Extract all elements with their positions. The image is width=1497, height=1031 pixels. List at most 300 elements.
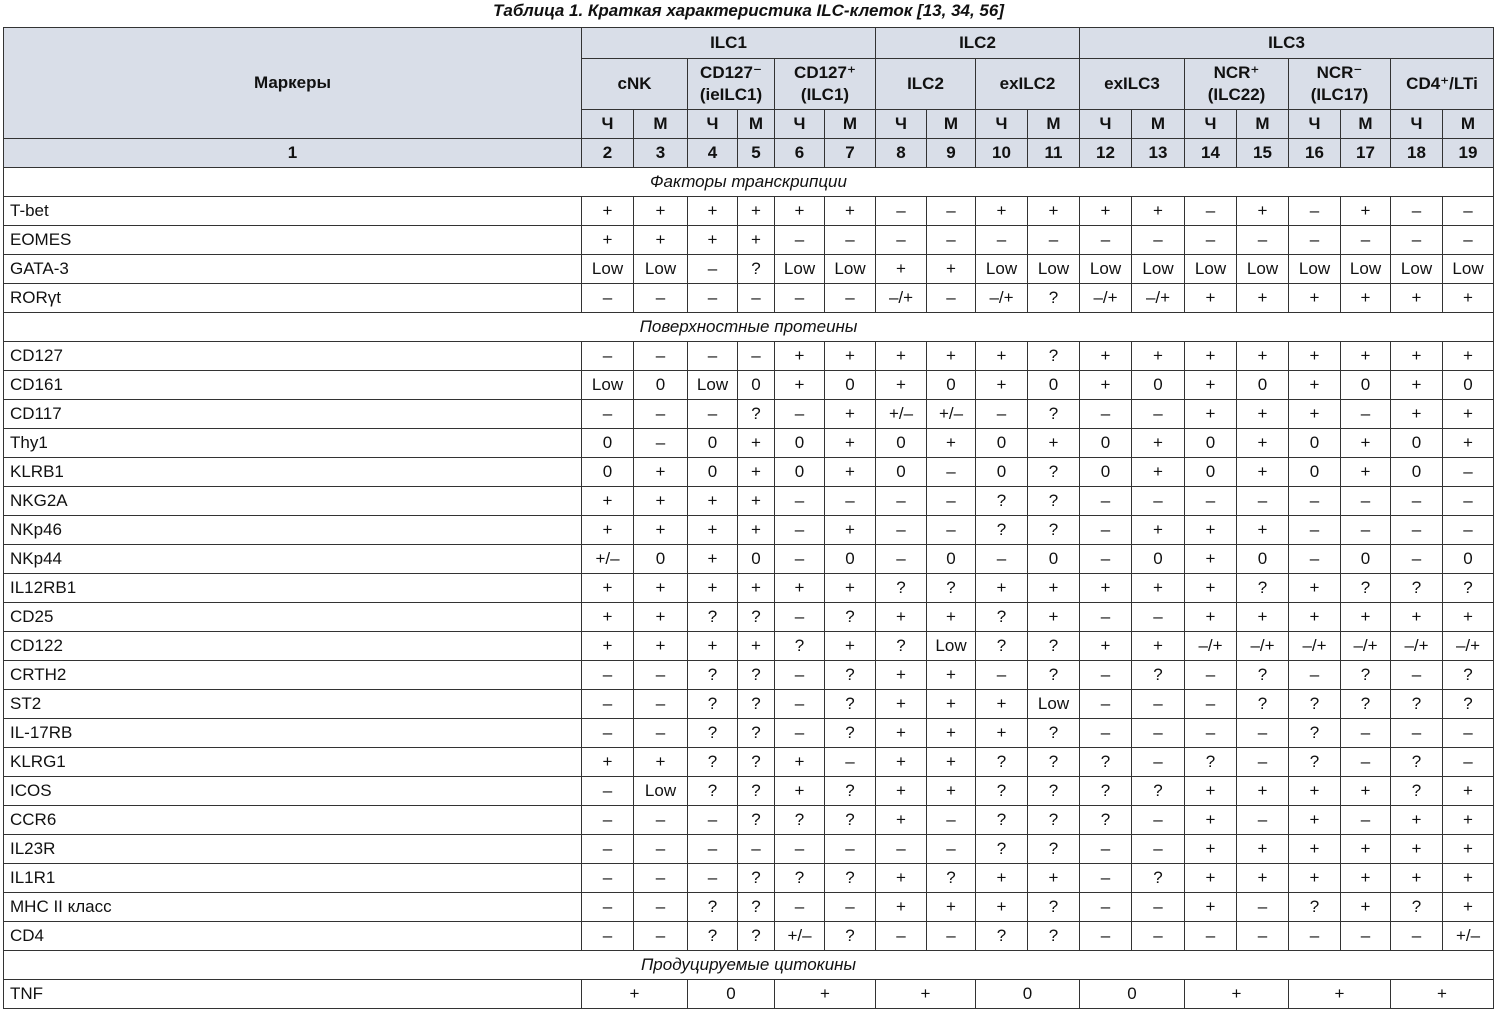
column-number: 11: [1028, 139, 1080, 168]
subgroup-header: [1080, 59, 1185, 110]
species-header: Ч: [775, 110, 825, 139]
marker-name: CRTH2: [4, 661, 582, 690]
table-cell: –: [582, 806, 634, 835]
table-cell: ?: [927, 864, 976, 893]
table-cell: –: [1080, 603, 1132, 632]
table-cell: +: [1443, 400, 1494, 429]
table-cell: –: [1132, 603, 1185, 632]
table-cell: –: [775, 893, 825, 922]
column-number: 19: [1443, 139, 1494, 168]
table-cell: –: [1237, 748, 1289, 777]
table-cell: +: [976, 574, 1028, 603]
table-cell: –: [634, 922, 688, 951]
table-cell: –: [1391, 719, 1443, 748]
table-cell: +: [876, 690, 927, 719]
table-cell: –: [634, 893, 688, 922]
table-row: [4, 893, 1494, 922]
table-cell: ?: [1289, 893, 1341, 922]
table-cell: –: [1289, 661, 1341, 690]
table-row: [4, 777, 1494, 806]
table-cell: +: [876, 864, 927, 893]
table-cell: +: [1132, 516, 1185, 545]
table-cell: –: [1132, 690, 1185, 719]
subgroup-header: [1289, 59, 1391, 110]
table-cell: +: [634, 226, 688, 255]
table-cell: +: [1185, 400, 1237, 429]
table-cell: ?: [738, 922, 775, 951]
table-row: [4, 922, 1494, 951]
table-cell: +: [775, 777, 825, 806]
table-cell: –: [1132, 226, 1185, 255]
table-cell: –: [1185, 690, 1237, 719]
table-cell: –: [1391, 545, 1443, 574]
section-row: [4, 168, 1494, 197]
marker-name: CD122: [4, 632, 582, 661]
table-cell: 0: [1289, 458, 1341, 487]
table-cell: –: [1341, 806, 1391, 835]
subgroup-sublabel: (ieILC1): [699, 85, 763, 104]
table-cell: ?: [1080, 748, 1132, 777]
table-cell: –: [825, 487, 876, 516]
table-cell: ?: [976, 806, 1028, 835]
marker-name: CD4: [4, 922, 582, 951]
table-cell: ?: [927, 574, 976, 603]
subgroup-label: NCR⁺: [1213, 63, 1260, 82]
table-cell: +: [976, 197, 1028, 226]
table-cell: ?: [738, 748, 775, 777]
table-cell: ?: [1028, 458, 1080, 487]
table-cell: +: [775, 342, 825, 371]
table-cell: +/–: [582, 545, 634, 574]
table-cell: –: [775, 487, 825, 516]
table-cell: –: [1080, 922, 1132, 951]
column-number: 3: [634, 139, 688, 168]
table-cell: Low: [1237, 255, 1289, 284]
table-cell: +: [976, 690, 1028, 719]
table-cell: +: [1028, 603, 1080, 632]
table-cell: –: [1132, 487, 1185, 516]
subgroup-header: [1391, 59, 1494, 110]
table-cell: –: [1237, 806, 1289, 835]
table-cell: +: [1391, 400, 1443, 429]
table-cell: ?: [1443, 690, 1494, 719]
table-cell: –: [1341, 748, 1391, 777]
table-cell: +: [582, 516, 634, 545]
table-cell: –: [927, 487, 976, 516]
table-cell: –: [688, 864, 738, 893]
table-row: [4, 980, 1494, 1009]
table-cell: ?: [1443, 661, 1494, 690]
table-cell: Low: [927, 632, 976, 661]
marker-name: NKp46: [4, 516, 582, 545]
table-cell: +: [927, 719, 976, 748]
table-cell: +: [582, 603, 634, 632]
species-header: Ч: [1080, 110, 1132, 139]
table-row: [4, 342, 1494, 371]
table-cell: –: [582, 835, 634, 864]
table-cell: ?: [876, 574, 927, 603]
table-cell: +: [1185, 371, 1237, 400]
table-cell: +: [582, 487, 634, 516]
species-header: М: [1237, 110, 1289, 139]
table-cell: ?: [1028, 835, 1080, 864]
table-row: [4, 458, 1494, 487]
table-cell: +: [1341, 197, 1391, 226]
subgroup-label: CD4⁺/LTi: [1406, 74, 1478, 93]
table-cell: 0: [1341, 371, 1391, 400]
species-header: Ч: [688, 110, 738, 139]
table-cell: +: [825, 400, 876, 429]
table-cell: ?: [738, 806, 775, 835]
table-cell: +: [582, 980, 688, 1009]
table-cell: ?: [825, 922, 876, 951]
table-cell: +: [1237, 777, 1289, 806]
table-cell: 0: [688, 458, 738, 487]
table-cell: +: [1289, 400, 1341, 429]
table-cell: 0: [1237, 545, 1289, 574]
table-cell: +: [1237, 400, 1289, 429]
table-cell: +: [1132, 429, 1185, 458]
table-cell: –: [775, 719, 825, 748]
table-cell: –: [688, 284, 738, 313]
table-cell: Low: [1341, 255, 1391, 284]
column-number: 14: [1185, 139, 1237, 168]
table-cell: ?: [1028, 719, 1080, 748]
table-cell: +: [927, 893, 976, 922]
table-cell: +: [1237, 284, 1289, 313]
table-cell: +: [688, 197, 738, 226]
table-cell: –/+: [1237, 632, 1289, 661]
marker-name: ST2: [4, 690, 582, 719]
table-cell: +: [634, 487, 688, 516]
table-cell: +: [1080, 371, 1132, 400]
table-cell: –: [1080, 516, 1132, 545]
table-cell: –: [1185, 661, 1237, 690]
table-cell: –: [1443, 458, 1494, 487]
table-cell: –: [927, 922, 976, 951]
column-number: 18: [1391, 139, 1443, 168]
table-cell: +: [1289, 777, 1341, 806]
table-cell: +: [1341, 458, 1391, 487]
table-cell: –: [927, 197, 976, 226]
table-cell: –: [582, 661, 634, 690]
table-cell: ?: [688, 777, 738, 806]
table-cell: ?: [825, 661, 876, 690]
table-cell: +: [1443, 835, 1494, 864]
table-cell: ?: [688, 719, 738, 748]
table-cell: +: [688, 226, 738, 255]
table-cell: –: [775, 545, 825, 574]
table-cell: +: [738, 574, 775, 603]
table-cell: –: [582, 777, 634, 806]
table-row: [4, 429, 1494, 458]
table-cell: +: [738, 516, 775, 545]
table-cell: Low: [976, 255, 1028, 284]
table-cell: +: [927, 255, 976, 284]
marker-name: KLRG1: [4, 748, 582, 777]
column-number: 5: [738, 139, 775, 168]
table-cell: +: [738, 632, 775, 661]
table-cell: 0: [876, 429, 927, 458]
table-cell: +: [582, 226, 634, 255]
table-cell: +/–: [775, 922, 825, 951]
table-cell: +: [825, 632, 876, 661]
subgroup-sublabel: (ILC22): [1207, 85, 1266, 104]
table-cell: –: [927, 516, 976, 545]
table-cell: 0: [1443, 545, 1494, 574]
section-row: [4, 951, 1494, 980]
table-cell: ?: [688, 661, 738, 690]
table-cell: Low: [825, 255, 876, 284]
species-header: Ч: [1289, 110, 1341, 139]
table-cell: –: [775, 690, 825, 719]
table-cell: +: [1185, 342, 1237, 371]
table-cell: +: [1185, 893, 1237, 922]
marker-name: CD161: [4, 371, 582, 400]
subgroup-label: NCR⁻: [1316, 63, 1363, 82]
table-cell: –: [876, 516, 927, 545]
table-cell: –: [1341, 226, 1391, 255]
column-number: 4: [688, 139, 738, 168]
table-cell: –: [1237, 893, 1289, 922]
table-cell: +: [1237, 864, 1289, 893]
species-header: М: [1028, 110, 1080, 139]
subgroup-sublabel: (ILC1): [800, 85, 850, 104]
table-cell: –/+: [1080, 284, 1132, 313]
table-cell: +: [1289, 284, 1341, 313]
table-row: [4, 835, 1494, 864]
table-cell: –: [1080, 690, 1132, 719]
table-cell: –: [634, 806, 688, 835]
table-cell: +: [688, 632, 738, 661]
table-cell: +: [1341, 429, 1391, 458]
table-cell: +: [1028, 574, 1080, 603]
table-cell: ?: [1028, 806, 1080, 835]
table-cell: +: [1237, 603, 1289, 632]
table-cell: –: [1391, 197, 1443, 226]
table-cell: –: [634, 342, 688, 371]
table-cell: –: [1080, 864, 1132, 893]
table-cell: –: [634, 429, 688, 458]
table-cell: ?: [1289, 719, 1341, 748]
table-cell: –: [1080, 835, 1132, 864]
table-row: [4, 255, 1494, 284]
table-cell: ?: [976, 777, 1028, 806]
column-number: 8: [876, 139, 927, 168]
table-cell: +: [1443, 777, 1494, 806]
table-cell: +: [738, 458, 775, 487]
table-cell: ?: [976, 922, 1028, 951]
table-cell: +: [825, 458, 876, 487]
table-cell: +: [1391, 864, 1443, 893]
table-cell: –: [775, 603, 825, 632]
ilc-characteristics-table: [3, 27, 1494, 1009]
table-cell: +: [1443, 893, 1494, 922]
table-cell: +: [1341, 893, 1391, 922]
table-cell: +: [1237, 197, 1289, 226]
table-cell: +: [825, 197, 876, 226]
table-cell: +: [927, 429, 976, 458]
table-cell: +: [1237, 458, 1289, 487]
table-cell: ?: [825, 719, 876, 748]
table-cell: –: [688, 806, 738, 835]
marker-name: NKG2A: [4, 487, 582, 516]
table-cell: +: [634, 632, 688, 661]
table-cell: ?: [976, 603, 1028, 632]
column-number: 6: [775, 139, 825, 168]
table-cell: +: [1185, 835, 1237, 864]
table-cell: –: [1443, 226, 1494, 255]
species-header: Ч: [976, 110, 1028, 139]
table-cell: ?: [738, 777, 775, 806]
group-header-ilc1: ILC1: [582, 28, 876, 59]
table-cell: +: [1443, 603, 1494, 632]
table-cell: 0: [738, 371, 775, 400]
table-cell: +: [1080, 342, 1132, 371]
species-header: Ч: [1185, 110, 1237, 139]
table-cell: +: [876, 748, 927, 777]
table-cell: +: [1185, 864, 1237, 893]
table-cell: –: [1289, 487, 1341, 516]
table-cell: +: [876, 661, 927, 690]
table-cell: ?: [1028, 516, 1080, 545]
column-number: 15: [1237, 139, 1289, 168]
marker-name: IL1R1: [4, 864, 582, 893]
table-cell: Low: [1080, 255, 1132, 284]
markers-header: Маркеры: [4, 28, 582, 139]
table-cell: +: [634, 197, 688, 226]
table-cell: +: [1185, 545, 1237, 574]
table-cell: +: [876, 255, 927, 284]
column-number: 1: [4, 139, 582, 168]
table-cell: –: [688, 400, 738, 429]
table-cell: +: [1132, 197, 1185, 226]
table-cell: ?: [738, 690, 775, 719]
table-cell: ?: [688, 893, 738, 922]
table-cell: +: [1289, 806, 1341, 835]
table-cell: –: [1132, 719, 1185, 748]
table-cell: ?: [1028, 632, 1080, 661]
table-cell: 0: [634, 371, 688, 400]
table-cell: –: [825, 835, 876, 864]
table-cell: ?: [1080, 777, 1132, 806]
table-cell: –: [634, 864, 688, 893]
table-cell: +: [688, 545, 738, 574]
table-cell: 0: [1080, 458, 1132, 487]
table-cell: +: [1391, 980, 1494, 1009]
table-cell: ?: [1132, 661, 1185, 690]
marker-name: TNF: [4, 980, 582, 1009]
table-cell: ?: [1028, 400, 1080, 429]
table-cell: +: [1391, 284, 1443, 313]
table-cell: Low: [582, 371, 634, 400]
table-cell: 0: [976, 429, 1028, 458]
table-cell: –: [688, 255, 738, 284]
table-cell: ?: [1341, 574, 1391, 603]
table-cell: +: [976, 719, 1028, 748]
table-cell: ?: [1341, 690, 1391, 719]
table-cell: 0: [582, 429, 634, 458]
table-cell: ?: [738, 864, 775, 893]
table-cell: 0: [1185, 429, 1237, 458]
table-cell: +: [1237, 342, 1289, 371]
column-number: 7: [825, 139, 876, 168]
header-row-groups: [4, 28, 1494, 59]
table-cell: ?: [976, 516, 1028, 545]
marker-name: CCR6: [4, 806, 582, 835]
table-cell: –: [1289, 516, 1341, 545]
species-header: М: [927, 110, 976, 139]
marker-name: CD25: [4, 603, 582, 632]
table-cell: 0: [927, 371, 976, 400]
table-cell: –: [582, 690, 634, 719]
table-cell: ?: [1237, 690, 1289, 719]
table-cell: +: [1391, 371, 1443, 400]
section-row: [4, 313, 1494, 342]
table-cell: –: [582, 284, 634, 313]
table-cell: ?: [1237, 574, 1289, 603]
table-cell: +: [1341, 777, 1391, 806]
table-cell: –: [1080, 893, 1132, 922]
table-cell: +: [775, 197, 825, 226]
table-cell: +: [825, 429, 876, 458]
table-cell: –: [1289, 226, 1341, 255]
table-cell: –/+: [1391, 632, 1443, 661]
subgroup-header: [976, 59, 1080, 110]
table-cell: ?: [1341, 661, 1391, 690]
table-cell: +: [927, 603, 976, 632]
table-cell: –: [876, 922, 927, 951]
table-cell: +: [1132, 574, 1185, 603]
table-cell: –: [1237, 719, 1289, 748]
table-cell: +: [1341, 342, 1391, 371]
table-cell: –: [1028, 226, 1080, 255]
column-number: 16: [1289, 139, 1341, 168]
table-cell: 0: [1443, 371, 1494, 400]
table-cell: +: [1289, 835, 1341, 864]
marker-name: IL-17RB: [4, 719, 582, 748]
table-cell: +: [688, 487, 738, 516]
table-cell: ?: [1080, 806, 1132, 835]
table-row: [4, 690, 1494, 719]
table-cell: Low: [775, 255, 825, 284]
table-row: [4, 197, 1494, 226]
table-cell: +: [1237, 835, 1289, 864]
table-cell: –: [976, 226, 1028, 255]
subgroup-label: ILC2: [907, 74, 944, 93]
table-cell: –: [1132, 922, 1185, 951]
table-cell: +: [876, 806, 927, 835]
table-cell: +: [976, 342, 1028, 371]
table-cell: –: [825, 226, 876, 255]
table-cell: –: [1341, 487, 1391, 516]
table-cell: ?: [1289, 690, 1341, 719]
marker-name: ICOS: [4, 777, 582, 806]
table-cell: +: [1289, 864, 1341, 893]
table-cell: –: [634, 719, 688, 748]
table-cell: –: [1237, 226, 1289, 255]
table-cell: 0: [1185, 458, 1237, 487]
subgroup-header: [582, 59, 688, 110]
table-cell: –: [775, 226, 825, 255]
table-cell: –: [1289, 545, 1341, 574]
column-number: 2: [582, 139, 634, 168]
table-cell: +: [1391, 342, 1443, 371]
table-cell: 0: [1132, 371, 1185, 400]
table-cell: +: [1443, 284, 1494, 313]
table-cell: –: [738, 342, 775, 371]
table-cell: –: [1185, 197, 1237, 226]
